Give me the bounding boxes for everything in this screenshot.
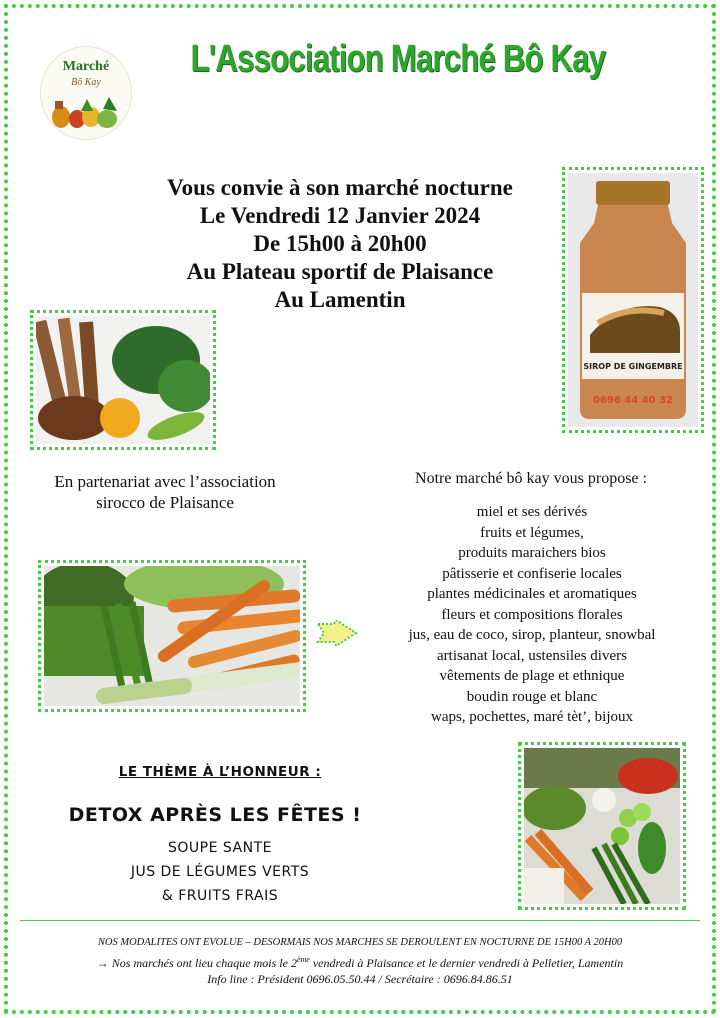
vegetables-photo <box>44 566 300 706</box>
invite-date: Le Vendredi 12 Janvier 2024 <box>199 203 481 228</box>
invite-town: Au Lamentin <box>274 287 406 312</box>
offer-item: jus, eau de coco, sirop, planteur, snowbal <box>408 627 656 643</box>
footer-schedule <box>20 952 700 972</box>
market-logo <box>40 46 132 140</box>
footer-schedule-part1: → Nos marchés ont lieu chaque mois le 2 <box>96 955 297 970</box>
footer-divider <box>20 920 700 921</box>
offer-item: fleurs et compositions florales <box>441 606 623 623</box>
offer-item: boudin rouge et blanc <box>466 688 598 705</box>
logo-line1: Marché <box>62 59 110 74</box>
offer-item: plantes médicinales et aromatiques <box>427 586 637 602</box>
invite-hours: De 15h00 à 20h00 <box>253 231 427 256</box>
logo-produce-illustration <box>47 95 125 131</box>
invitation-block <box>120 174 560 314</box>
partner-line-2: sirocco de Plaisance <box>96 493 234 512</box>
footer-schedule-ordinal: ème <box>296 954 310 964</box>
offers-heading: Notre marché bô kay vous propose : <box>415 470 647 487</box>
logo-line2: Bô Kay <box>71 77 101 88</box>
offer-item: pâtisserie et confiserie locales <box>442 565 622 582</box>
offer-item: waps, pochettes, maré tèt’, bijoux <box>430 709 634 725</box>
association-title: L'Association Marché Bô Kay <box>190 38 606 80</box>
offer-item: produits maraichers bios <box>458 545 606 561</box>
offer-item: fruits et légumes, <box>480 524 584 541</box>
footer-modalities: NOS MODALITES ONT EVOLUE – DESORMAIS NOS MARCHES SE DEROULENT EN NOCTURNE DE 15H00 A 20H00 <box>97 937 623 948</box>
offers-list <box>372 502 692 728</box>
spices-herbs-photo <box>36 316 210 444</box>
syrup-jar-photo <box>568 173 698 427</box>
market-produce-photo <box>524 748 680 904</box>
theme-label: LE THÈME À L’HONNEUR : <box>118 764 322 780</box>
partner-line-1: En partenariat avec l’association <box>54 472 276 491</box>
offer-item: artisanat local, ustensiles divers <box>437 647 627 664</box>
partnership-text <box>20 471 310 513</box>
theme-item-soup: SOUPE SANTE <box>168 840 272 856</box>
offer-item: vêtements de plage et ethnique <box>439 668 625 684</box>
jar-label-name: SIROP DE GINGEMBRE <box>583 362 683 371</box>
footer-schedule-part2: vendredi à Plaisance et le dernier vendredi à Pelletier, Lamentin <box>309 955 624 970</box>
theme-details <box>70 836 370 908</box>
arrow-right-icon <box>316 620 358 646</box>
invite-venue: Au Plateau sportif de Plaisance <box>186 259 494 284</box>
jar-label-phone: 0696 44 40 32 <box>592 395 674 406</box>
offer-item: miel et ses dérivés <box>476 504 588 520</box>
theme-item-juice: JUS DE LÉGUMES VERTS <box>130 864 310 880</box>
theme-headline: DETOX APRÈS LES FÊTES ! <box>68 804 362 826</box>
footer-contacts: Info line : Président 0696.05.50.44 / Secrétaire : 0696.84.86.51 <box>207 972 513 986</box>
invite-line-1: Vous convie à son marché nocturne <box>167 175 513 200</box>
theme-item-fruits: & FRUITS FRAIS <box>161 888 279 904</box>
footer-info <box>20 935 700 988</box>
